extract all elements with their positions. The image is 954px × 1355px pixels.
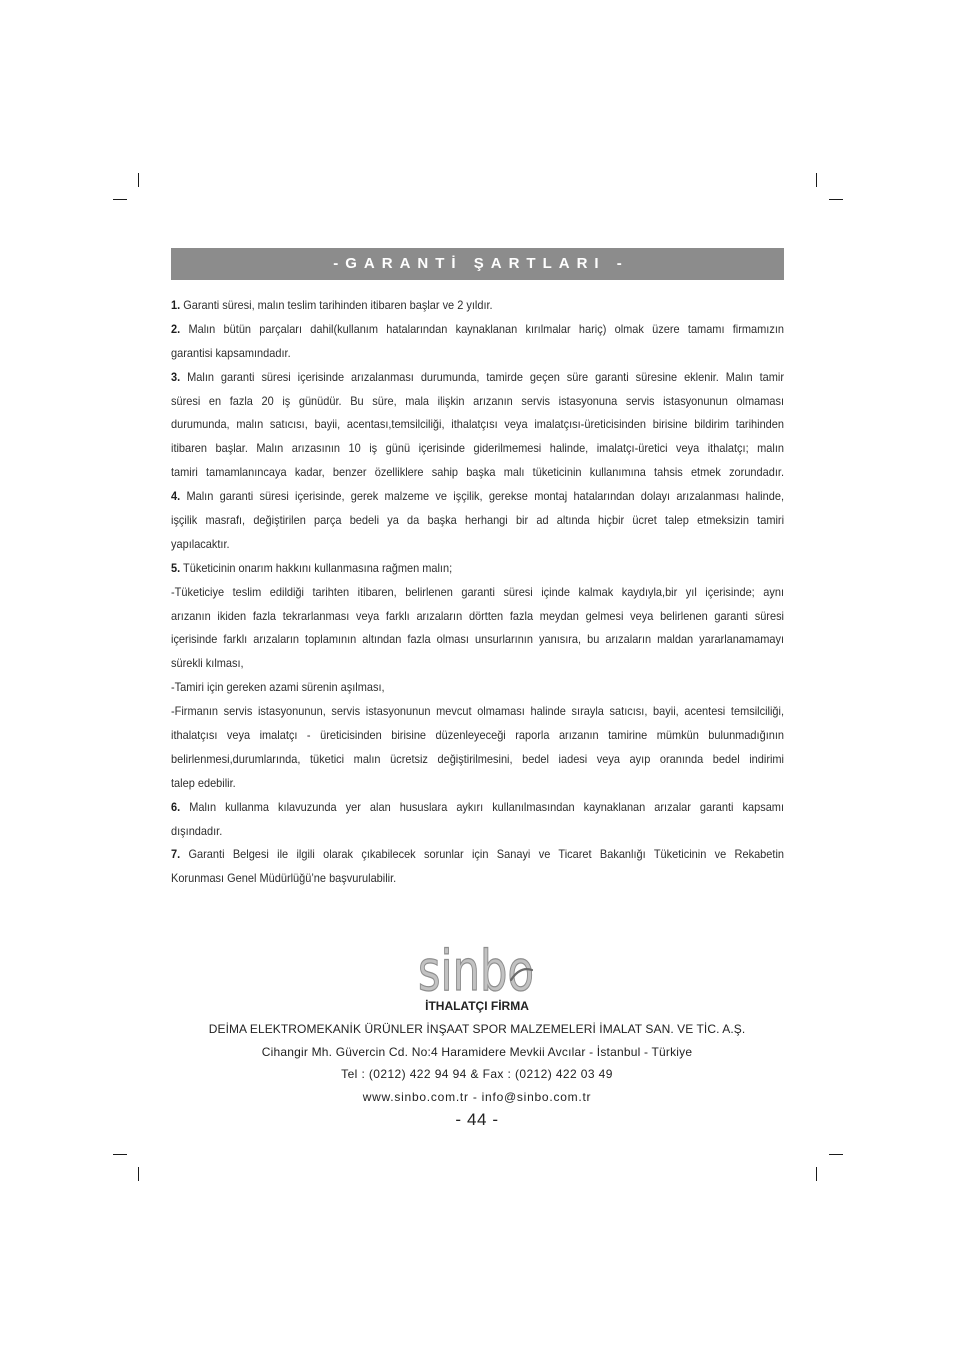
term-number: 2. (171, 321, 181, 336)
warranty-terms (171, 294, 784, 891)
term-text: Malın bütün parçaları dahil(kullanım hatalarından kaynaklanan kırılmalar hariç) olmak üzere tamamı firmamızın (188, 321, 785, 336)
crop-mark (138, 173, 139, 187)
term-text: Malın garanti süresi içerisinde, gerek malzeme ve işçilik, gerekse montaj hatalarından dolayı arızalanması halinde, (186, 489, 785, 504)
term-number: 6. (171, 799, 181, 814)
term-5-subitem-2 (171, 676, 784, 700)
term-line: yapılacaktır. (171, 536, 230, 551)
page-number: - 44 - (455, 1109, 499, 1129)
term-line: durumunda, malın satıcısı, bayii, acentası,temsilciliği, ithalatçısı veya imalatçısı-üreticisinden birisine bildirim tarihinden (171, 417, 785, 432)
term-text: Tüketicinin onarım hakkını kullanmasına rağmen malın; (183, 560, 453, 575)
crop-mark (816, 173, 817, 187)
term-line: itibaren başlar. Malın arızasının 10 iş günü içerisinde giderilmemesi halinde, imalatçı-üretici veya ithalatçı; malın (171, 441, 785, 456)
company-name: DEİMA ELEKTROMEKANİK ÜRÜNLER İNŞAAT SPOR MALZEMELERİ İMALAT SAN. VE TİC. A.Ş. (208, 1021, 746, 1036)
term-line (171, 557, 784, 581)
term-line: garantisi kapsamındadır. (171, 345, 291, 360)
term-line (171, 843, 784, 867)
subitem-line: içerisinde farklı arızaların toplamının altından fazla olması unsurlarının yanısıra, bu arızaların maldan yararlanamamayı (171, 632, 785, 647)
term-text: Malın kullanma kılavuzunda yer alan hususlara aykırı kullanılmasından kaynaklanan arızalar garanti kapsamı (189, 799, 785, 814)
logo-wordmark: sinbo (418, 939, 534, 994)
subitem-line: -Tamiri için gereken azami sürenin aşılması, (171, 680, 385, 695)
crop-mark (113, 199, 127, 200)
term-2 (171, 318, 784, 366)
subitem-line: arızanın ikiden fazla tekrarlanması veya farklı arızaların dörtten fazla meydan gelmesi veya belirlenen garanti süresi (171, 608, 785, 623)
term-line (171, 318, 784, 342)
crop-mark (138, 1167, 139, 1181)
term-5-subitem-3 (171, 700, 784, 796)
term-line: süresi en fazla 20 iş günüdür. Bu süre, mala ilişkin arızanın servis istasyonuna servis istasyonunun olmaması (171, 393, 785, 408)
term-line (171, 485, 784, 509)
company-web-email: www.sinbo.com.tr - info@sinbo.com.tr (362, 1090, 592, 1105)
section-title: -GARANTİ ŞARTLARI - (333, 255, 629, 272)
crop-mark (829, 1154, 843, 1155)
company-phone-fax: Tel : (0212) 422 94 94 & Fax : (0212) 422 03 49 (341, 1067, 613, 1082)
term-line (171, 294, 784, 318)
section-header-bar (171, 248, 784, 280)
crop-mark (816, 1167, 817, 1181)
crop-mark (829, 199, 843, 200)
term-5 (171, 557, 784, 796)
term-4 (171, 485, 784, 557)
subitem-line: -Firmanın servis istasyonunun, servis istasyonunun mevcut olmaması halinde sırayla satıcısı, bayii, acentesi temsilciliği, (171, 704, 785, 719)
term-text: Garanti Belgesi ile ilgili olarak çıkabilecek sorunlar için Sanayi ve Ticaret Bakanlığı Tüketicinin ve Rekabetin (188, 847, 785, 862)
term-6 (171, 796, 784, 844)
term-number: 1. (171, 298, 181, 312)
term-3 (171, 366, 784, 485)
term-number: 3. (171, 369, 181, 384)
subitem-line: talep edebilir. (171, 775, 236, 790)
term-text: Malın garanti süresi içerisinde arızalanması durumunda, tamirde geçen süre garanti süresine eklenir. Malın tamir (187, 369, 785, 384)
crop-mark (113, 1154, 127, 1155)
importer-info (0, 995, 954, 1132)
term-line: işçilik masrafı, değiştirilen parça bedeli ya da başka herhangi bir ad altında hiçbir ücret talep etmeksizin tamiri (171, 513, 785, 528)
term-line (171, 796, 784, 820)
company-address: Cihangir Mh. Güvercin Cd. No:4 Haramidere Mevkii Avcılar - İstanbul - Türkiye (261, 1044, 693, 1059)
term-line: dışındadır. (171, 823, 223, 838)
subitem-line: -Tüketiciye teslim edildiği tarihten itibaren, belirlenen garanti süresi içinde kalmak kaydıyla,bir yıl içerisinde; aynı (171, 584, 785, 599)
term-line: tamiri tamamlanıncaya kadar, benzer özelliklere sahip başka malı tüketicinin kullanımına tahsis etmek zorundadır. (171, 465, 785, 480)
term-number: 4. (171, 489, 181, 504)
term-line (171, 366, 784, 390)
term-number: 5. (171, 560, 181, 575)
term-1 (171, 294, 784, 318)
term-text: Garanti süresi, malın teslim tarihinden itibaren başlar ve 2 yıldır. (183, 298, 493, 312)
subitem-line: ithalatçısı veya imalatçı - üreticisinden birisine düzenleyeceği raporla arızanın tamirine mümkün bulunmadığının (171, 728, 785, 743)
term-number: 7. (171, 847, 181, 862)
subitem-line: belirlenmesi,durumlarında, tüketici malın ücretsiz değiştirilmesini, bedel iadesi veya ayıp oranında bedel indirimi (171, 751, 785, 766)
brand-logo (416, 938, 538, 994)
subitem-line: sürekli kılması, (171, 656, 244, 671)
term-7 (171, 843, 784, 891)
importer-label: İTHALATÇI FİRMA (425, 999, 529, 1013)
term-5-subitem-1 (171, 581, 784, 677)
term-line: Korunması Genel Müdürlüğü’ne başvurulabilir. (171, 871, 397, 886)
